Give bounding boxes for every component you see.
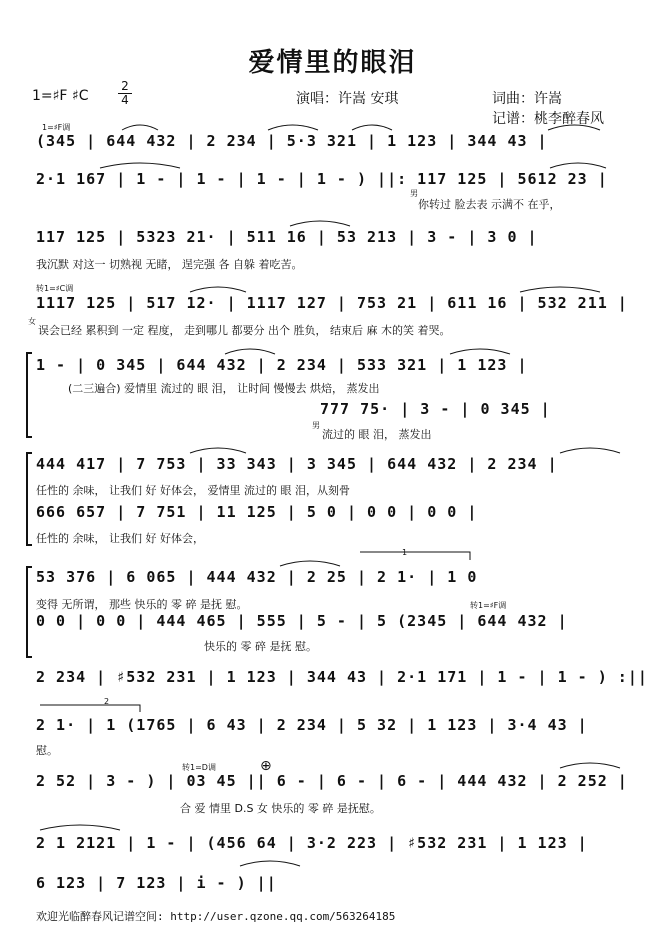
- time-sig-bottom: 4: [118, 93, 132, 107]
- male-label-2: 男: [312, 421, 320, 430]
- slur: [560, 448, 620, 453]
- key-change-label-4: 转1=D调: [182, 763, 216, 772]
- staff-9-lyrics: 变得 无所谓， 那些 快乐的 零 碎 是抚 慰。: [36, 598, 248, 611]
- slur: [190, 287, 246, 292]
- volta-1-bracket: [360, 552, 470, 560]
- staff-15-notes: 6 123 | 7 123 | i - ) ||: [36, 874, 277, 892]
- slur: [290, 221, 350, 226]
- slur: [520, 287, 600, 292]
- slur: [550, 163, 606, 168]
- singers: 演唱：许嵩 安琪: [296, 91, 399, 107]
- slur: [352, 125, 392, 130]
- slur: [280, 561, 340, 566]
- time-sig-top: 2: [121, 79, 129, 93]
- male-label: 男: [410, 189, 418, 198]
- female-label: 女: [28, 317, 36, 326]
- staff-12-lyrics: 慰。: [36, 744, 58, 757]
- slur: [100, 163, 180, 168]
- staff-13-lyrics: 合 爱 情里 D.S 女 快乐的 零 碎 是抚慰。: [180, 802, 381, 815]
- staff-6-notes: 777 75· | 3 - | 0 345 |: [320, 400, 551, 418]
- slur: [450, 349, 510, 354]
- staff-8-notes: 666 657 | 7 751 | 11 125 | 5 0 | 0 0 | 0 0 |: [36, 503, 478, 521]
- staff-5-lyrics: (二三遍合) 爱情里 流过的 眼 泪， 让时间 慢慢去 烘焙， 蒸发出: [68, 382, 380, 395]
- staff-12-notes: 2 1· | 1 (1765 | 6 43 | 2 234 | 5 32 | 1 123 | 3·4 43 |: [36, 716, 588, 734]
- volta-2-label: 2: [104, 697, 110, 706]
- transcriber: 记谱：桃李醉春风: [492, 111, 604, 127]
- staff-7-lyrics: 任性的 余味， 让我们 好 好体会， 爱情里 流过的 眼 泪，从刻骨: [36, 484, 350, 497]
- slur: [225, 349, 275, 354]
- volta-1-label: 1: [402, 548, 408, 557]
- slur: [560, 763, 620, 768]
- staff-14-notes: 2 1 2121 | 1 - | (456 64 | 3·2 223 | ♯532 231 | 1 123 |: [36, 834, 588, 852]
- slur: [240, 861, 300, 866]
- staff-2-notes: 2·1 167 | 1 - | 1 - | 1 - | 1 - ) ||: 117 125 | 5612 23 |: [36, 170, 608, 188]
- slur: [40, 825, 120, 830]
- key-change-label-2: 转1=♯C调: [36, 284, 74, 293]
- staff-11-notes: 2 234 | ♯532 231 | 1 123 | 344 43 | 2·1 171 | 1 - | 1 - ) :||: [36, 668, 648, 686]
- staff-10-notes: 0 0 | 0 0 | 444 465 | 555 | 5 - | 5 (2345 | 644 432 |: [36, 612, 568, 630]
- slur: [268, 125, 318, 130]
- staff-5-notes: 1 - | 0 345 | 644 432 | 2 234 | 533 321 | 1 123 |: [36, 356, 528, 374]
- page-title: 爱情里的眼泪: [248, 48, 417, 78]
- key-signature: 1=♯F ♯C: [32, 88, 89, 104]
- coda-sign: ⊕: [260, 758, 272, 774]
- staff-10-lyrics: 快乐的 零 碎 是抚 慰。: [204, 640, 317, 653]
- slur: [548, 125, 600, 130]
- staff-2-lyrics: 你转过 脸去表 示满不 在乎，: [418, 198, 561, 211]
- staff-4-lyrics: 误会已经 累积到 一定 程度， 走到哪儿 都要分 出个 胜负， 结束后 麻 木的笑 着哭。: [38, 324, 451, 337]
- composer: 词曲：许嵩: [492, 91, 562, 107]
- volta-2-bracket: [40, 705, 140, 712]
- staff-4-notes: 1117 125 | 517 12· | 1117 127 | 753 21 | 611 16 | 532 211 |: [36, 294, 628, 312]
- slur: [190, 448, 246, 453]
- slur: [122, 125, 158, 130]
- staff-3-notes: 117 125 | 5323 21· | 511 16 | 53 213 | 3 - | 3 0 |: [36, 228, 538, 246]
- staff-8-lyrics: 任性的 余味， 让我们 好 好体会，: [36, 532, 204, 545]
- staff-1-notes: (345 | 644 432 | 2 234 | 5·3 321 | 1 123 | 344 43 |: [36, 132, 548, 150]
- footer-link[interactable]: 欢迎光临醉春风记谱空间: http://user.qzone.qq.com/563264185: [36, 910, 396, 923]
- staff-13-notes: 2 52 | 3 - ) | 03 45 || 6 - | 6 - | 6 - | 444 432 | 2 252 |: [36, 772, 628, 790]
- staff-9-notes: 53 376 | 6 065 | 444 432 | 2 25 | 2 1· | 1 0: [36, 568, 478, 586]
- key-change-label: 1=♯F调: [42, 123, 71, 132]
- key-change-label-3: 转1=♯F调: [470, 601, 507, 610]
- staff-7-notes: 444 417 | 7 753 | 33 343 | 3 345 | 644 432 | 2 234 |: [36, 455, 558, 473]
- staff-3-lyrics: 我沉默 对这一 切熟视 无睹， 逞完强 各 自躲 着吃苦。: [36, 258, 303, 271]
- staff-6-lyrics: 流过的 眼 泪， 蒸发出: [322, 428, 432, 441]
